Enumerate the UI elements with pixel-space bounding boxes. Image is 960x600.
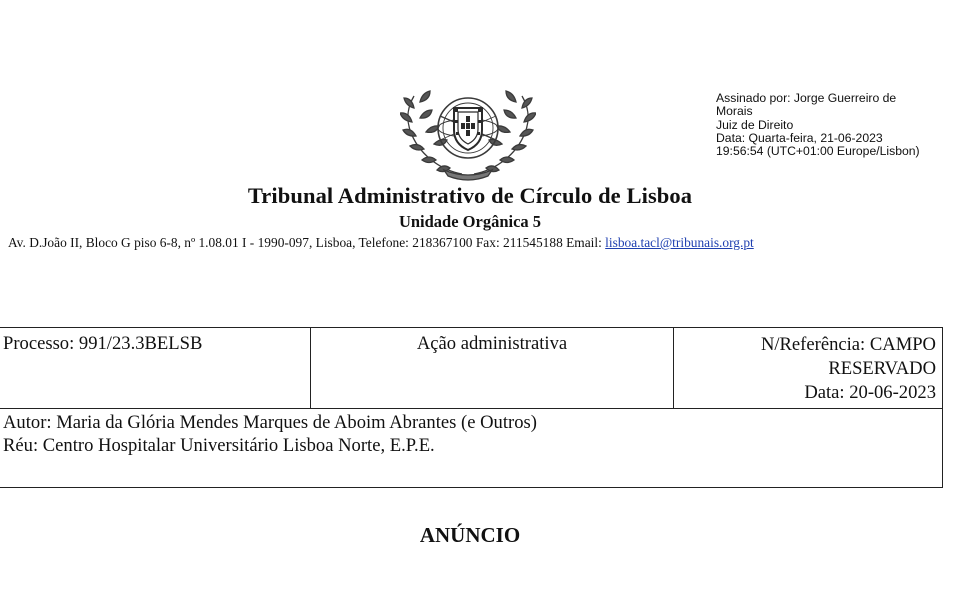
case-info-table (0, 327, 943, 488)
signature-line-time: 19:56:54 (UTC+01:00 Europe/Lisbon) (716, 144, 920, 159)
process-number-cell: Processo: 991/23.3BELSB (0, 328, 311, 408)
reference-line-1: N/Referência: CAMPO (760, 334, 936, 355)
unit-title: Unidade Orgânica 5 (398, 212, 542, 231)
signature-line-role: Juiz de Direito (716, 117, 794, 132)
author-line: Autor: Maria da Glória Mendes Marques de Aboim Abrantes (e Outros) (3, 412, 537, 433)
court-title: Tribunal Administrativo de Círculo de Lisboa (247, 183, 693, 208)
signature-line-name: Morais (716, 104, 753, 119)
signature-line-date: Data: Quarta-feira, 21-06-2023 (716, 130, 883, 145)
address-line (8, 235, 938, 251)
signature-line-signed-by: Assinado por: Jorge Guerreiro de (716, 91, 897, 105)
coat-of-arms-emblem (400, 78, 536, 182)
reference-date: Data: 20-06-2023 (804, 382, 936, 403)
case-table-row-header (0, 328, 942, 409)
reference-cell (674, 328, 942, 408)
address-text: Av. D.João II, Bloco G piso 6-8, nº 1.08.01 I - 1990-097, Lisboa, Telefone: 218367100 Fax: 211545188 Email: (8, 235, 606, 250)
email-link[interactable]: lisboa.tacl@tribunais.org.pt (605, 235, 754, 250)
defendant-line: Réu: Centro Hospitalar Universitário Lisboa Norte, E.P.E. (3, 435, 435, 456)
announcement-heading: ANÚNCIO (419, 523, 521, 547)
digital-signature-block (716, 92, 956, 158)
action-type-cell: Ação administrativa (311, 328, 674, 408)
case-table-row-parties (0, 408, 945, 457)
reference-line-2: RESERVADO (828, 358, 936, 379)
